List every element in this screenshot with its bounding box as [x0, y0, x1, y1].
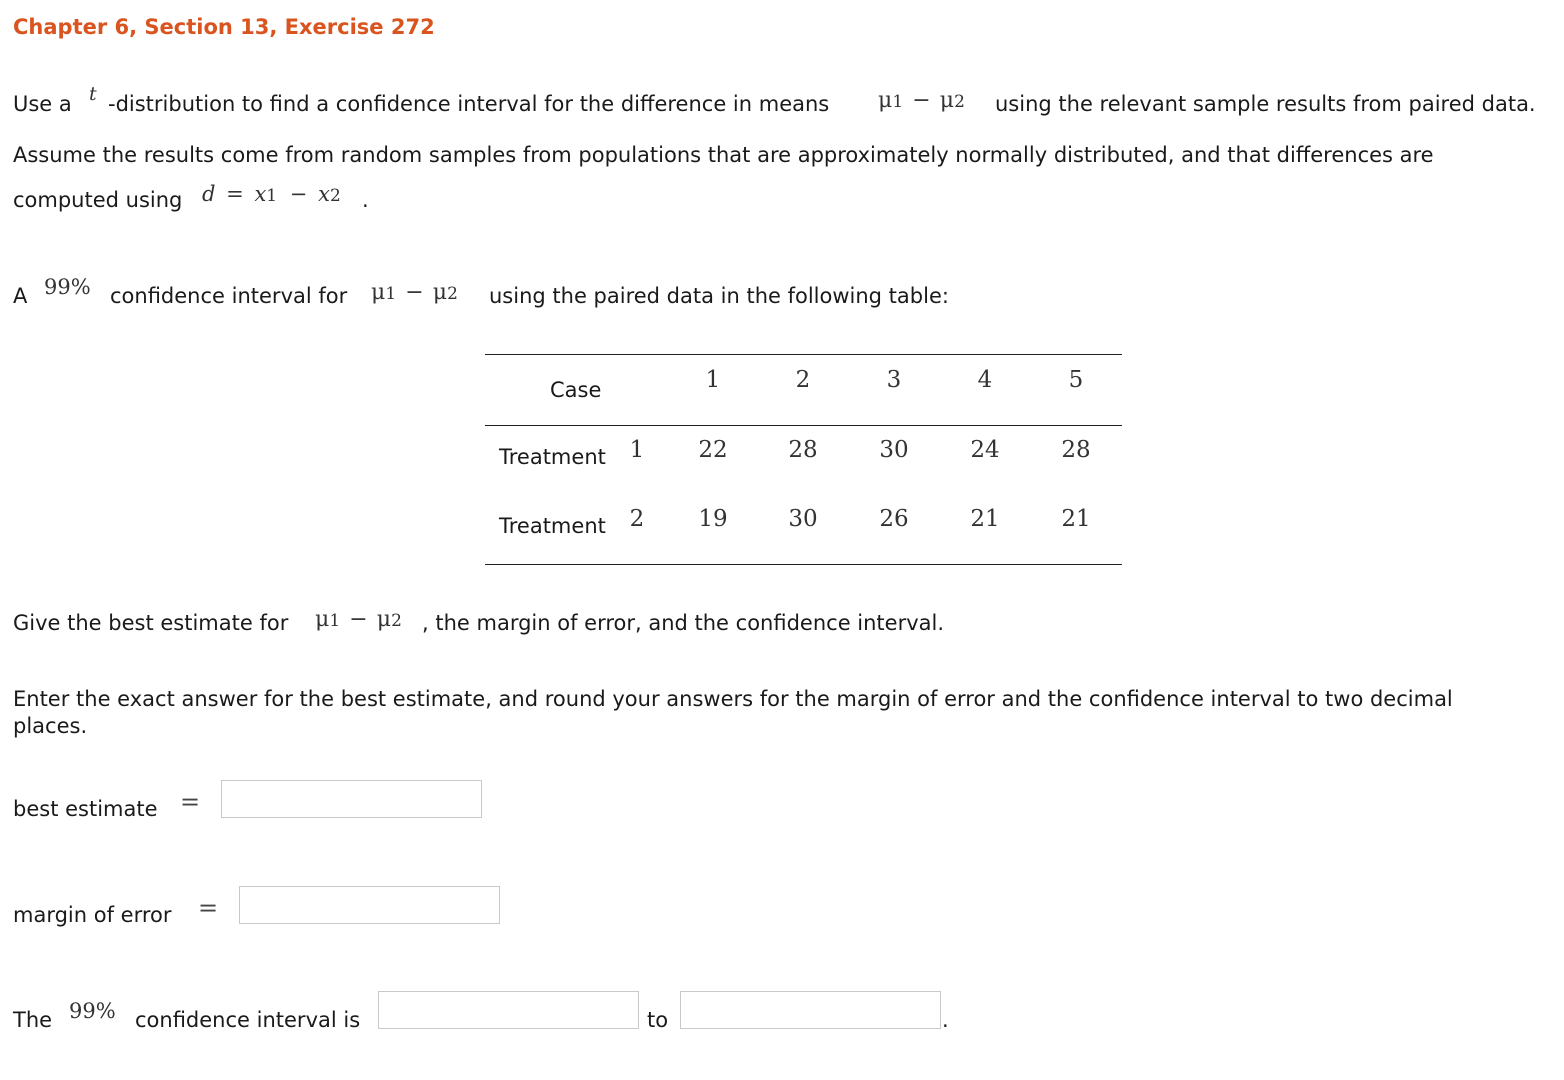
table-cell: 28: [788, 437, 818, 463]
intro-line-2: Assume the results come from random samples from populations that are approximately normally distributed, and that differences are: [13, 143, 1434, 167]
give-suffix: , the margin of error, and the confidence interval.: [422, 611, 945, 635]
instructions-line-1: Enter the exact answer for the best estimate, and round your answers for the margin of error and the confidence interval to two decimal: [13, 687, 1453, 711]
row-treatment-number: 1: [629, 437, 645, 463]
table-cell: 21: [1061, 506, 1091, 532]
equals-sign: =: [198, 894, 219, 922]
table-header-case: Case: [550, 378, 602, 402]
table-cell: 24: [970, 437, 1000, 463]
table-cell: 30: [788, 506, 818, 532]
ci-period: .: [942, 1008, 949, 1032]
page-title: Chapter 6, Section 13, Exercise 272: [13, 15, 435, 39]
table-cell: 19: [698, 506, 728, 532]
ci-percent: 99%: [69, 999, 116, 1023]
equals-sign: =: [180, 788, 201, 816]
row-label: Treatment: [499, 445, 606, 469]
question-text-2: using the paired data in the following table:: [489, 284, 949, 308]
ci-the: The: [13, 1008, 53, 1032]
table-case-number: 4: [977, 367, 993, 393]
table-rule-bottom: [485, 564, 1122, 565]
table-cell: 28: [1061, 437, 1091, 463]
table-cell: 30: [879, 437, 909, 463]
question-a: A: [13, 284, 28, 308]
margin-of-error-input[interactable]: [239, 886, 500, 924]
ci-label: confidence interval is: [135, 1008, 361, 1032]
table-rule-top: [485, 354, 1122, 355]
table-rule-mid: [485, 425, 1122, 426]
question-percent: 99%: [44, 275, 91, 299]
row-treatment-number: 2: [629, 506, 645, 532]
table-case-number: 2: [795, 367, 811, 393]
give-prefix: Give the best estimate for: [13, 611, 289, 635]
best-estimate-label: best estimate: [13, 797, 158, 821]
t-symbol: t: [89, 83, 97, 105]
row-label: Treatment: [499, 514, 606, 538]
intro-text-1: -distribution to find a confidence interval for the difference in means: [108, 92, 830, 116]
mu-difference-2: μ1 − μ2: [371, 280, 458, 305]
ci-lower-input[interactable]: [378, 991, 639, 1029]
table-case-number: 3: [886, 367, 902, 393]
table-cell: 21: [970, 506, 1000, 532]
margin-of-error-label: margin of error: [13, 903, 172, 927]
table-case-number: 5: [1068, 367, 1084, 393]
table-cell: 22: [698, 437, 728, 463]
table-case-number: 1: [705, 367, 721, 393]
mu-difference-1: μ1 − μ2: [878, 88, 965, 113]
intro-period: .: [362, 188, 369, 212]
intro-text-2: using the relevant sample results from paired data.: [995, 92, 1536, 116]
ci-to: to: [647, 1008, 669, 1032]
ci-upper-input[interactable]: [680, 991, 941, 1029]
mu-difference-3: μ1 − μ2: [315, 607, 402, 632]
question-text-1: confidence interval for: [110, 284, 348, 308]
intro-line-3: computed using: [13, 188, 183, 212]
d-equation: d = x1 − x2: [202, 182, 341, 206]
instructions-line-2: places.: [13, 714, 88, 738]
best-estimate-input[interactable]: [221, 780, 482, 818]
intro-use-a: Use a: [13, 92, 72, 116]
table-cell: 26: [879, 506, 909, 532]
